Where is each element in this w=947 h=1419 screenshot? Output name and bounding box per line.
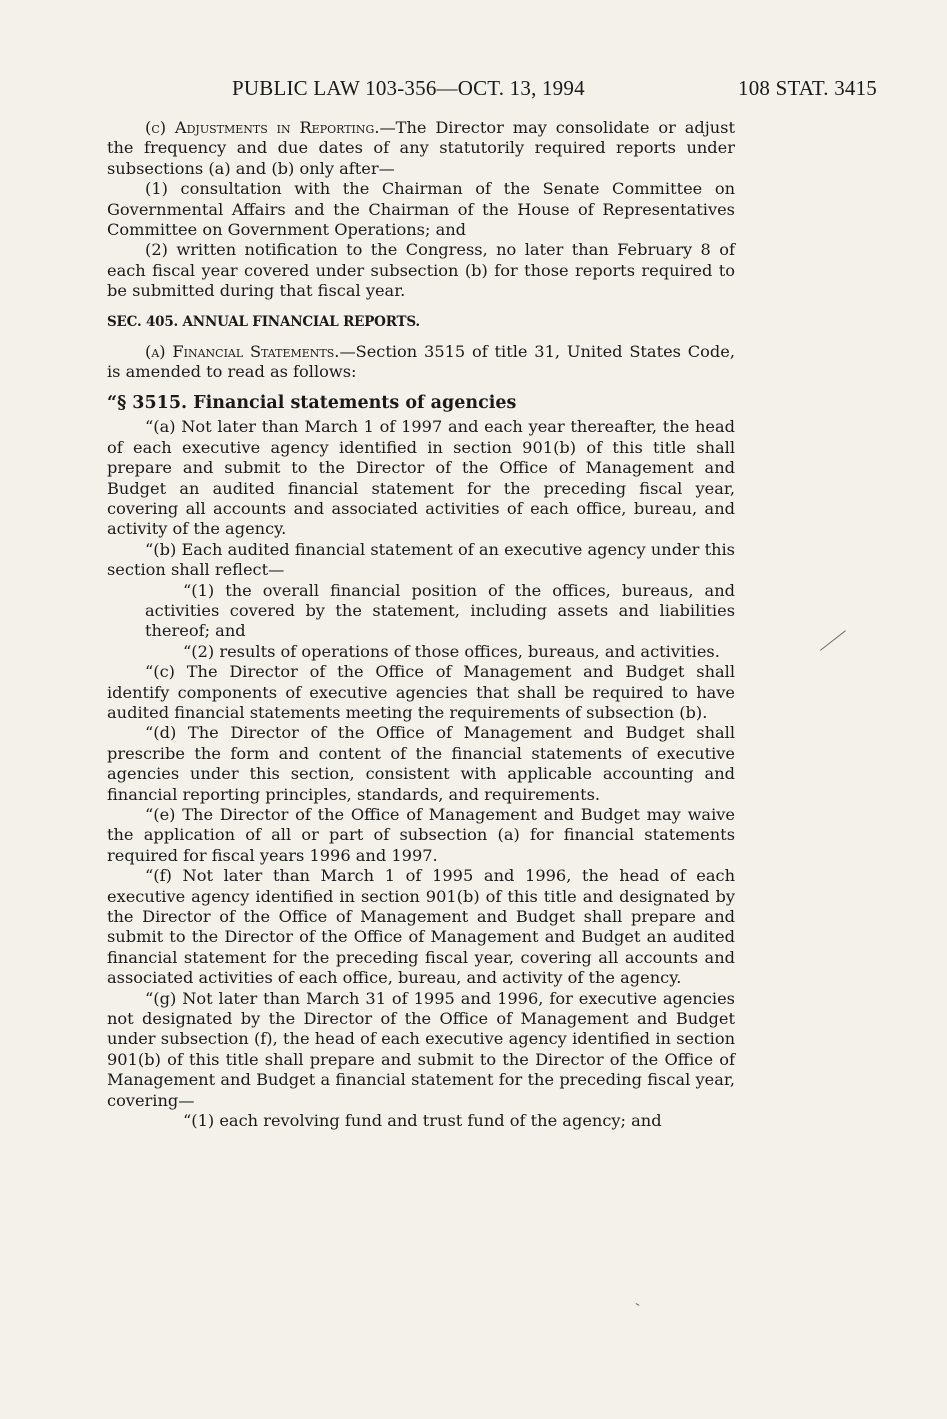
section-3515-heading: “§ 3515. Financial statements of agencies: [107, 392, 517, 413]
page-header: [232, 76, 877, 106]
paragraph-c-text: —The Director may consolidate or adjust the frequency and due dates of any statutorily required reports under subsections (a) and (b) only after—: [107, 118, 735, 178]
paragraph-c: [107, 118, 735, 179]
paragraph-405a-text: —Section 3515 of title 31, United States Code, is amended to read as follows:: [107, 342, 735, 382]
paragraph-405a-heading: (a) Financial Statements.: [145, 342, 340, 362]
item-c2: [107, 240, 735, 301]
header-stat-page: 108 STAT. 3415: [738, 76, 877, 100]
section-405-heading: SEC. 405. ANNUAL FINANCIAL REPORTS.: [107, 313, 420, 330]
subsection-e: “(e) The Director of the Office of Management and Budget may waive the application of all or part of subsection (a) for financial statements required for fiscal years 1996 and 1997.: [107, 805, 735, 865]
subsection-b1: “(1) the overall financial position of the offices, bureaus, and activities covered by the statement, including assets and liabilities thereof; and: [145, 580, 735, 641]
subsection-c: “(c) The Director of the Office of Management and Budget shall identify components of executive agencies that shall be required to have audited financial statements meeting the requirements of subsection (b).: [107, 662, 735, 722]
paragraph-c-heading: (c) Adjustments in Reporting.: [145, 118, 380, 137]
subsection-f: “(f) Not later than March 1 of 1995 and 1996, the head of each executive agency identified in section 901(b) of this title and designated by the Director of the Office of Management and Budget shall prepare and submit to the Director of the Office of Management and Budget an audited financial statement for the preceding fiscal year, covering all accounts and associated activities of each office, bureau, and activity of the agency.: [107, 866, 735, 988]
document-body: [107, 118, 735, 1132]
stray-pen-mark: [820, 630, 846, 650]
item-c1: [107, 179, 735, 240]
stray-dot-mark: [636, 1303, 640, 1306]
item-c2-text: (2) written notification to the Congress, no later than February 8 of each fiscal year covered under subsection (b) for those reports required to be submitted during that fiscal year.: [107, 240, 735, 301]
header-public-law: PUBLIC LAW 103-356—OCT. 13, 1994: [232, 76, 585, 100]
subsection-a: “(a) Not later than March 1 of 1997 and each year thereafter, the head of each executive agency identified in section 901(b) of this title shall prepare and submit to the Director of the Office of Management and Budget an audited financial statement for the preceding fiscal year, covering all accounts and associated activities of each office, bureau, and activity of the agency.: [107, 417, 735, 539]
paragraph-405a: [107, 342, 735, 383]
item-c1-text: (1) consultation with the Chairman of the Senate Committee on Governmental Affairs and the Chairman of the House of Representatives Committee on Government Operations; and: [107, 179, 735, 240]
subsection-g1: “(1) each revolving fund and trust fund of the agency; and: [183, 1111, 662, 1131]
subsection-b2: “(2) results of operations of those offices, bureaus, and activities.: [183, 641, 720, 661]
subsection-g: “(g) Not later than March 31 of 1995 and 1996, for executive agencies not designated by the Director of the Office of Management and Budget under subsection (f), the head of each executive agency identified in section 901(b) of this title shall prepare and submit to the Director of the Office of Management and Budget a financial statement for the preceding fiscal year, covering—: [107, 988, 735, 1110]
subsection-b: “(b) Each audited financial statement of an executive agency under this section shall reflect—: [107, 539, 735, 580]
subsection-d: “(d) The Director of the Office of Management and Budget shall prescribe the form and content of the financial statements of executive agencies under this section, consistent with applicable accounting and financial reporting principles, standards, and requirements.: [107, 723, 735, 804]
